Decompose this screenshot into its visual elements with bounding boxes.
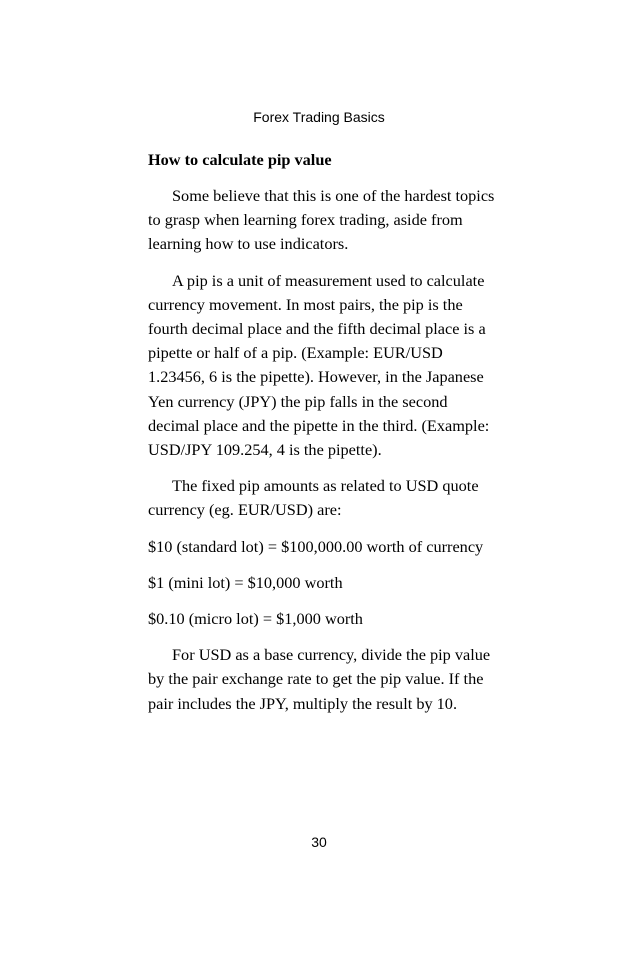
paragraph-mini-lot: $1 (mini lot) = $10,000 worth [148,572,343,592]
page-number: 30 [311,834,327,850]
page-content [148,148,496,728]
running-header: Forex Trading Basics [253,109,385,125]
paragraph-base-currency: For USD as a base currency, divide the pip value by the pair exchange rate to get the pip value. If the pair includes the JPY, multiply the result by 10. [148,645,491,713]
section-heading: How to calculate pip value [148,150,332,169]
paragraph-standard-lot: $10 (standard lot) = $100,000.00 worth of currency [148,536,484,556]
paragraph-fixed-amounts: The fixed pip amounts as related to USD quote currency (eg. EUR/USD) are: [148,476,479,520]
paragraph-micro-lot: $0.10 (micro lot) = $1,000 worth [148,609,363,629]
paragraph-intro: Some believe that this is one of the hardest topics to grasp when learning forex trading, aside from learning how to use indicators. [148,186,495,254]
paragraph-pip-definition: A pip is a unit of measurement used to calculate currency movement. In most pairs, the pip is the fourth decimal place and the fifth decimal place is a pipette or half of a pip. (Example: EUR/USD 1.23456, 6 is the pipette). However, in the Japanese Yen currency (JPY) the pip falls in the second decimal place and the pipette in the third. (Example: USD/JPY 109.254, 4 is the pipette). [148,270,490,460]
